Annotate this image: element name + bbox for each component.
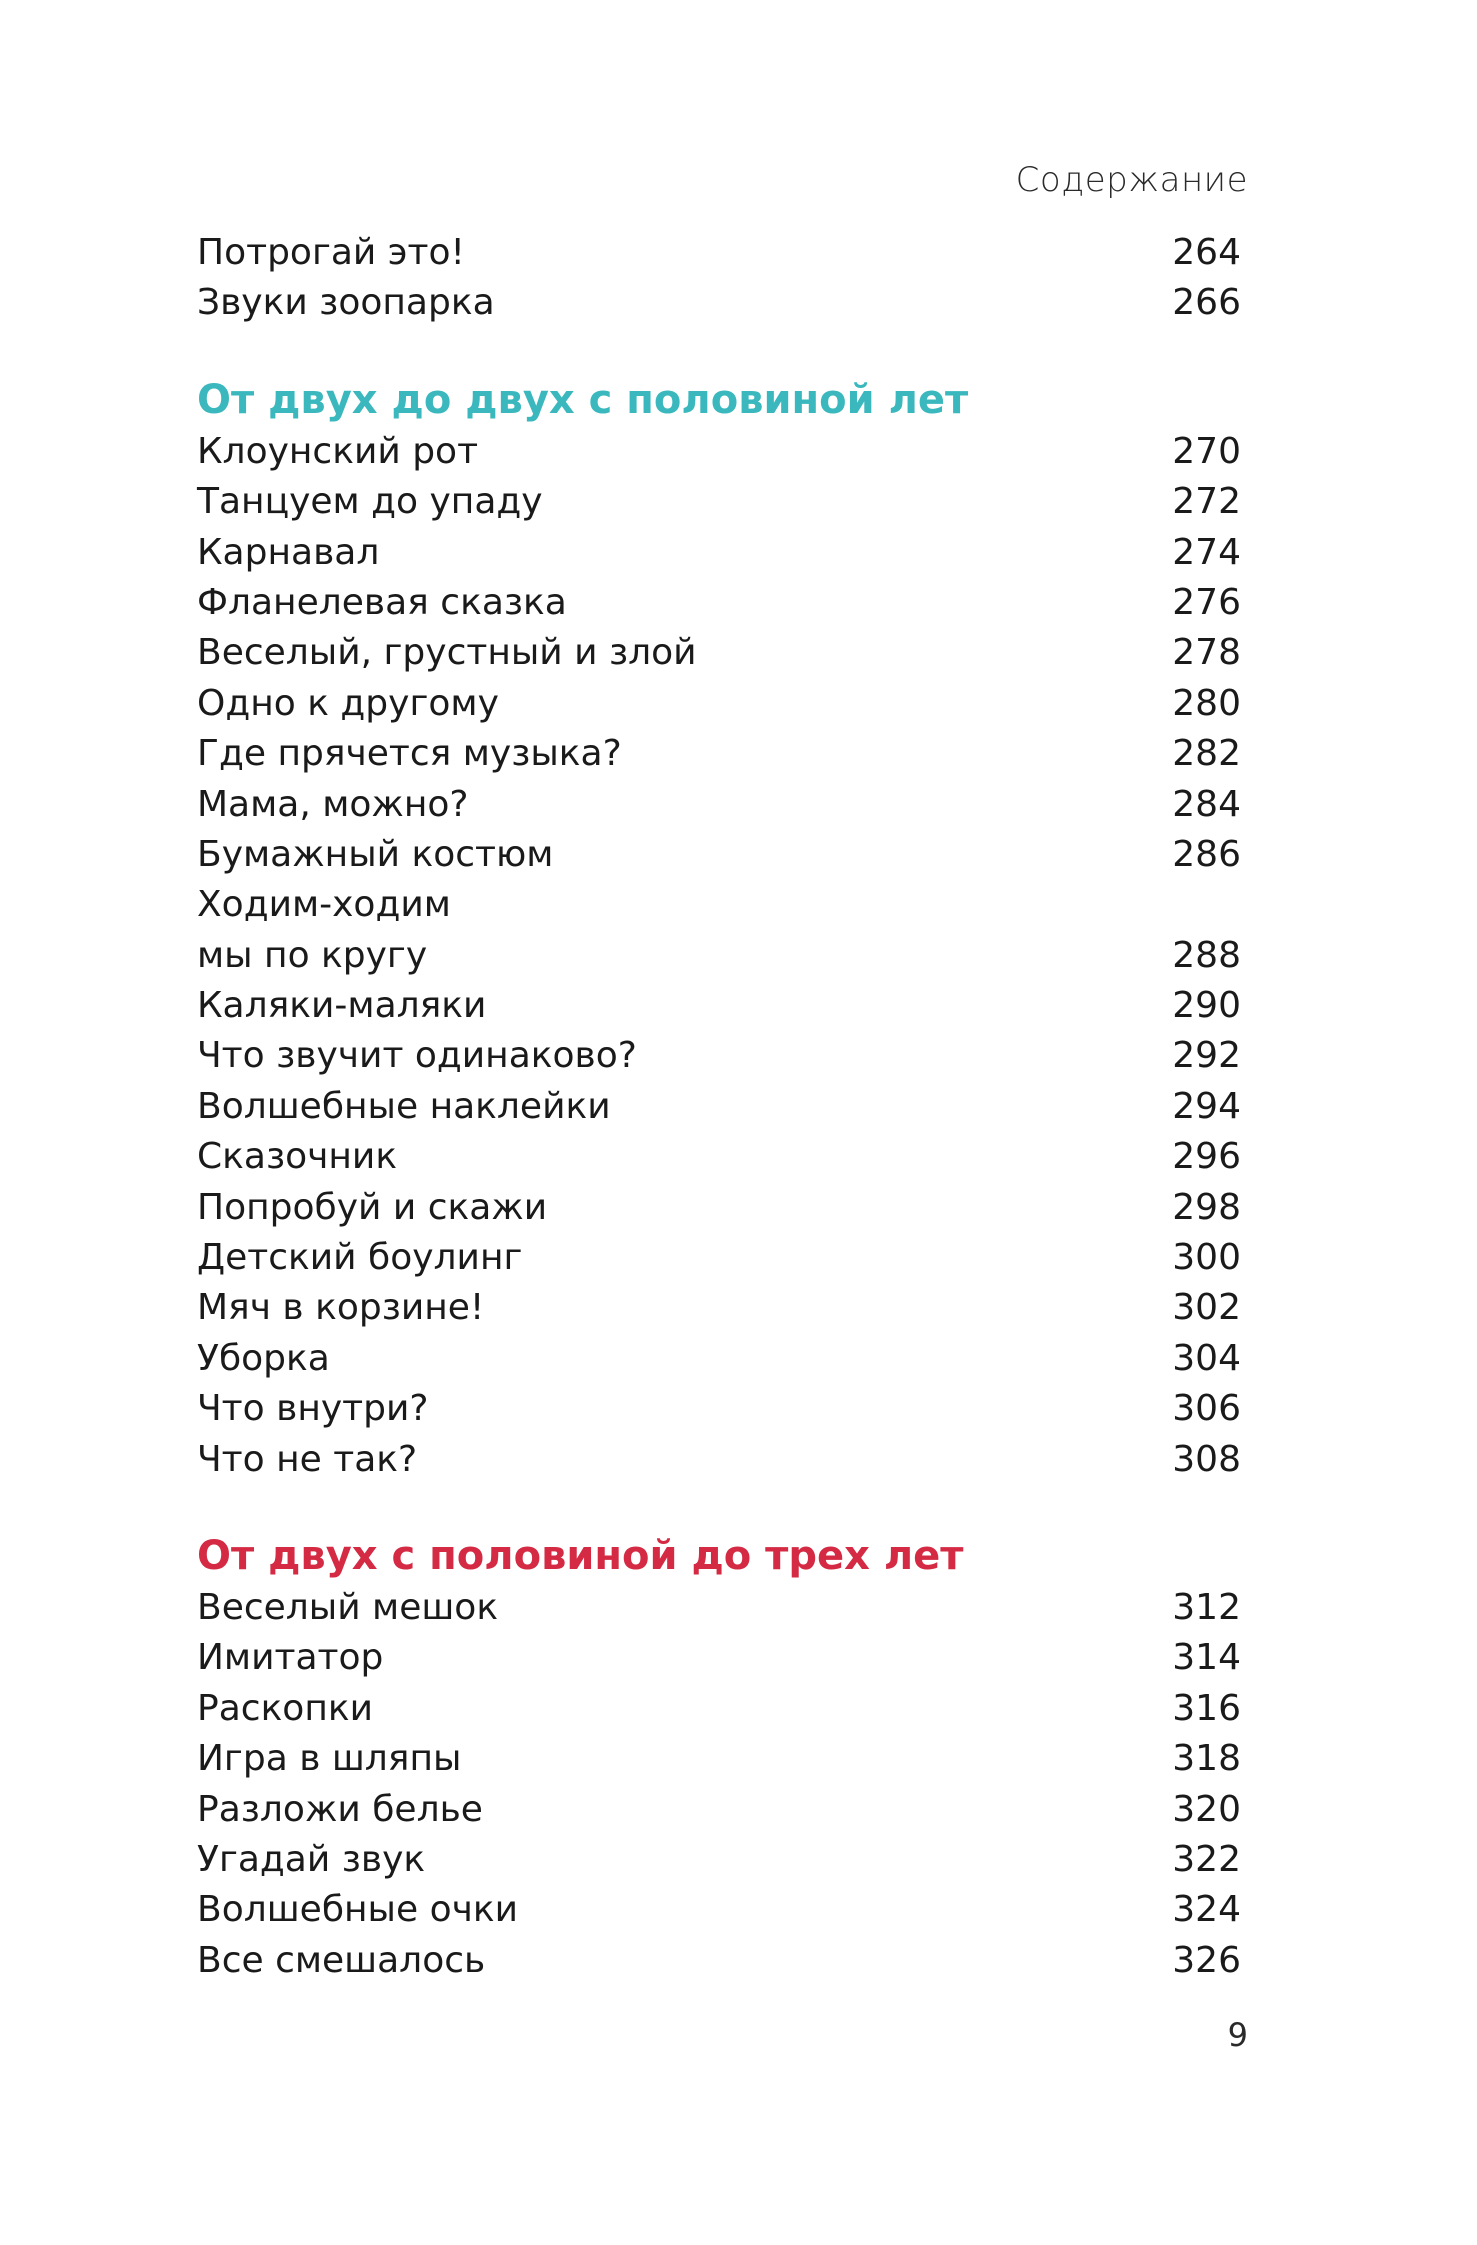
toc-entry-title: Угадай звук [197, 1838, 426, 1880]
toc-entry-page: 286 [1172, 833, 1241, 875]
toc-entry[interactable] [197, 278, 1241, 328]
toc-entry[interactable] [197, 1734, 1241, 1784]
toc-entry-page: 308 [1172, 1438, 1241, 1480]
toc-entry[interactable] [197, 1334, 1241, 1384]
toc-entry-page: 300 [1172, 1237, 1241, 1279]
toc-entry-page: 322 [1172, 1838, 1241, 1880]
toc-entry-page: 288 [1172, 934, 1241, 976]
toc-entry-title: Уборка [197, 1337, 330, 1379]
toc-entry-page: 304 [1172, 1337, 1241, 1379]
toc-entry-page: 270 [1172, 430, 1241, 472]
toc-entry-title: Веселый мешок [197, 1586, 499, 1628]
toc-entry[interactable] [197, 1885, 1241, 1935]
toc-entry[interactable] [197, 1183, 1241, 1233]
toc-entry-page: 306 [1172, 1388, 1241, 1430]
toc-entry[interactable] [197, 931, 1241, 981]
toc-entry-title: Звуки зоопарка [197, 282, 495, 324]
toc-entry-page: 312 [1172, 1586, 1241, 1628]
toc-entry[interactable] [197, 1936, 1241, 1986]
toc-entry[interactable] [197, 981, 1241, 1031]
toc-entry[interactable] [197, 1082, 1241, 1132]
toc-entry-title: мы по кругу [197, 934, 428, 976]
toc-entry-title: Клоунский рот [197, 430, 479, 472]
toc-entry-page: 298 [1172, 1186, 1241, 1228]
toc-entry-page: 264 [1172, 232, 1241, 273]
toc-entry-page: 320 [1172, 1788, 1241, 1830]
toc-entry-title: Волшебные наклейки [197, 1085, 611, 1127]
toc-entry-page: 276 [1172, 581, 1241, 623]
toc-entry-page: 280 [1172, 682, 1241, 724]
toc-entry-title: Что не так? [197, 1438, 418, 1480]
toc-entry[interactable] [197, 228, 1241, 278]
toc-entry-page: 266 [1172, 282, 1241, 324]
toc-entry-title: Все смешалось [197, 1939, 486, 1981]
toc-entry[interactable] [197, 880, 1241, 930]
toc-entry-title: Попробуй и скажи [197, 1186, 548, 1228]
toc-entry[interactable] [197, 1132, 1241, 1182]
toc-entry[interactable] [197, 729, 1241, 779]
toc-entry-page: 292 [1172, 1035, 1241, 1077]
running-head: Содержание [1015, 160, 1248, 200]
toc-entry-title: Детский боулинг [197, 1237, 523, 1279]
toc-entry-page: 314 [1172, 1637, 1241, 1679]
toc-entry-title: Мяч в корзине! [197, 1287, 485, 1329]
table-of-contents [197, 228, 1241, 1986]
toc-entry-page: 278 [1172, 632, 1241, 674]
toc-entry-title: Потрогай это! [197, 232, 465, 273]
toc-entry-page: 290 [1172, 985, 1241, 1027]
page-number: 9 [1227, 2016, 1248, 2054]
toc-entry-page: 294 [1172, 1085, 1241, 1127]
toc-entry[interactable] [197, 1031, 1241, 1081]
toc-entry-title: Волшебные очки [197, 1889, 519, 1931]
toc-entry-title: Одно к другому [197, 682, 499, 724]
toc-entry-page: 318 [1172, 1738, 1241, 1780]
toc-entry[interactable] [197, 780, 1241, 830]
section-heading: От двух до двух с половиной лет [197, 376, 969, 423]
toc-entry[interactable] [197, 528, 1241, 578]
toc-entry-title: Разложи белье [197, 1788, 483, 1830]
toc-entry[interactable] [197, 1233, 1241, 1283]
toc-entry[interactable] [197, 1384, 1241, 1434]
toc-entry-title: Веселый, грустный и злой [197, 632, 697, 674]
toc-entry-title: Мама, можно? [197, 783, 469, 825]
toc-entry[interactable] [197, 1583, 1241, 1633]
toc-entry[interactable] [197, 477, 1241, 527]
toc-entry[interactable] [197, 1684, 1241, 1734]
toc-entry-title: Каляки-маляки [197, 985, 487, 1027]
toc-entry-page: 302 [1172, 1287, 1241, 1329]
toc-entry-title: Что внутри? [197, 1388, 429, 1430]
section-heading: От двух с половиной до трех лет [197, 1532, 964, 1579]
toc-entry-page: 274 [1172, 531, 1241, 573]
toc-entry[interactable] [197, 628, 1241, 678]
toc-entry-title: Танцуем до упаду [197, 481, 543, 523]
toc-entry-title: Карнавал [197, 531, 380, 573]
toc-entry-page: 326 [1172, 1939, 1241, 1981]
toc-entry[interactable] [197, 830, 1241, 880]
toc-entry-title: Ходим-ходим [197, 884, 451, 926]
toc-entry[interactable] [197, 1435, 1241, 1485]
toc-entry[interactable] [197, 1785, 1241, 1835]
toc-entry-title: Имитатор [197, 1637, 384, 1679]
toc-entry-title: Что звучит одинаково? [197, 1035, 637, 1077]
toc-entry-page: 324 [1172, 1889, 1241, 1931]
toc-entry-page: 272 [1172, 481, 1241, 523]
toc-entry[interactable] [197, 1633, 1241, 1683]
toc-entry[interactable] [197, 1835, 1241, 1885]
toc-entry[interactable] [197, 578, 1241, 628]
toc-entry[interactable] [197, 1283, 1241, 1333]
toc-entry-title: Бумажный костюм [197, 833, 554, 875]
toc-entry-page: 282 [1172, 733, 1241, 775]
toc-entry-title: Игра в шляпы [197, 1738, 462, 1780]
toc-entry-title: Сказочник [197, 1136, 398, 1178]
toc-entry-page: 284 [1172, 783, 1241, 825]
toc-entry-title: Где прячется музыка? [197, 733, 622, 775]
toc-entry[interactable] [197, 427, 1241, 477]
toc-entry-title: Раскопки [197, 1687, 374, 1729]
toc-entry-title: Фланелевая сказка [197, 581, 567, 623]
toc-entry-page: 296 [1172, 1136, 1241, 1178]
toc-entry[interactable] [197, 679, 1241, 729]
toc-entry-page: 316 [1172, 1687, 1241, 1729]
